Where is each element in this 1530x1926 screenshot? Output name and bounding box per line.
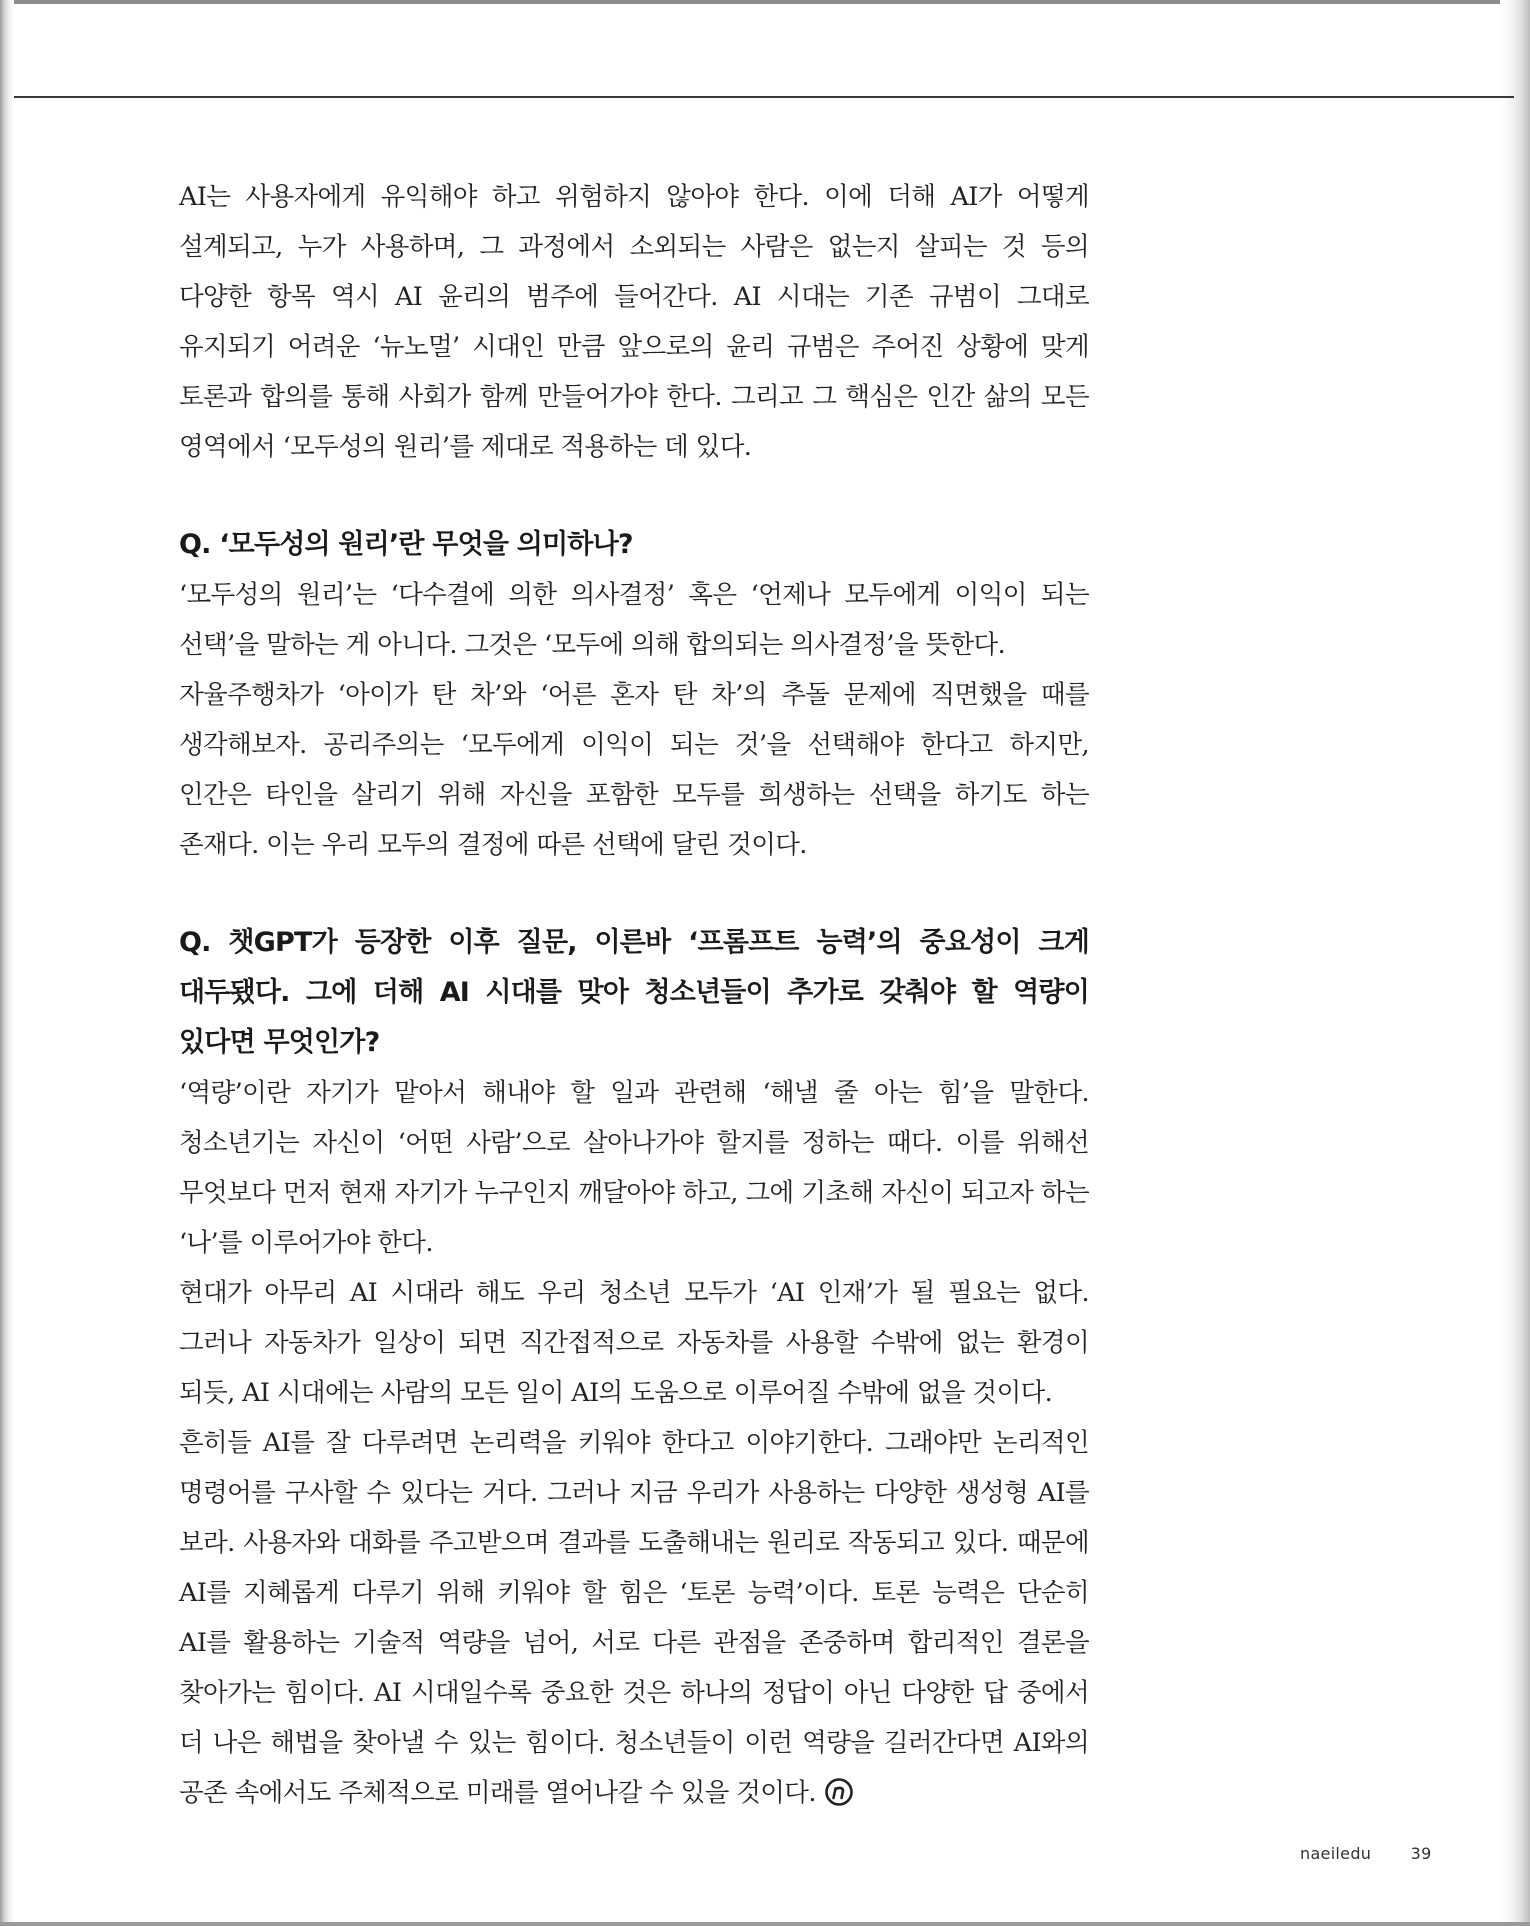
answer-paragraph: ‘모두성의 원리’는 ‘다수결에 의한 의사결정’ 혹은 ‘언제나 모두에게 이익이 되는 선택’을 말하는 게 아니다. 그것은 ‘모두에 의해 합의되는 의사결정’을 뜻한다. [179, 580, 1089, 660]
qa-section-1 [179, 520, 1089, 870]
answer-paragraph: 자율주행차가 ‘아이가 탄 차’와 ‘어른 혼자 탄 차’의 추돌 문제에 직면했을 때를 생각해보자. 공리주의는 ‘모두에게 이익이 되는 것’을 선택해야 한다고 하지만, 인간은 타인을 살리기 위해 자신을 포함한 모두를 희생하는 선택을 하기도 하는 존재다. 이는 우리 모두의 결정에 따른 선택에 달린 것이다. [179, 680, 1090, 860]
page-bottom-edge [0, 1922, 1530, 1926]
footer-brand: naeiledu [1300, 1844, 1372, 1863]
naeil-n-end-mark-icon [824, 1774, 854, 1804]
qa-section-2 [179, 918, 1089, 1818]
header-rule [14, 96, 1514, 98]
page-footer [1300, 1844, 1432, 1863]
page-top-edge [0, 0, 1530, 4]
question-heading: Q. 챗GPT가 등장한 이후 질문, 이른바 ‘프롬프트 능력’의 중요성이 크게 대두됐다. 그에 더해 AI 시대를 맞아 청소년들이 추가로 갖춰야 할 역량이 있다면 무엇인가? [179, 927, 1089, 1058]
answer-paragraph-final [179, 1418, 1089, 1818]
question-heading: Q. ‘모두성의 원리’란 무엇을 의미하나? [179, 529, 633, 560]
page-number: 39 [1410, 1844, 1432, 1863]
page-left-edge [0, 0, 14, 1926]
page-right-edge [1500, 0, 1530, 1926]
answer-paragraph: ‘역량’이란 자기가 맡아서 해내야 할 일과 관련해 ‘해낼 줄 아는 힘’을 말한다. 청소년기는 자신이 ‘어떤 사람’으로 살아나가야 할지를 정하는 때다. 이를 위해선 무엇보다 먼저 현재 자기가 누구인지 깨달아야 하고, 그에 기초해 자신이 되고자 하는 ‘나’를 이루어가야 한다. [179, 1078, 1089, 1258]
intro-paragraph: AI는 사용자에게 유익해야 하고 위험하지 않아야 한다. 이에 더해 AI가 어떻게 설계되고, 누가 사용하며, 그 과정에서 소외되는 사람은 없는지 살피는 것 등의 다양한 항목 역시 AI 윤리의 범주에 들어간다. AI 시대는 기존 규범이 그대로 유지되기 어려운 ‘뉴노멀’ 시대인 만큼 앞으로의 윤리 규범은 주어진 상황에 맞게 토론과 합의를 통해 사회가 함께 만들어가야 한다. 그리고 그 핵심은 인간 삶의 모든 영역에서 ‘모두성의 원리’를 제대로 적용하는 데 있다. [179, 182, 1089, 462]
answer-paragraph: 현대가 아무리 AI 시대라 해도 우리 청소년 모두가 ‘AI 인재’가 될 필요는 없다. 그러나 자동차가 일상이 되면 직간접적으로 자동차를 사용할 수밖에 없는 환경이 되듯, AI 시대에는 사람의 모든 일이 AI의 도움으로 이루어질 수밖에 없을 것이다. [179, 1278, 1089, 1408]
final-paragraph-text: 흔히들 AI를 잘 다루려면 논리력을 키워야 한다고 이야기한다. 그래야만 논리적인 명령어를 구사할 수 있다는 거다. 그러나 지금 우리가 사용하는 다양한 생성형 AI를 보라. 사용자와 대화를 주고받으며 결과를 도출해내는 원리로 작동되고 있다. 때문에 AI를 지혜롭게 다루기 위해 키워야 할 힘은 ‘토론 능력’이다. 토론 능력은 단순히 AI를 활용하는 기술적 역량을 넘어, 서로 다른 관점을 존중하며 합리적인 결론을 찾아가는 힘이다. AI 시대일수록 중요한 것은 하나의 정답이 아닌 다양한 답 중에서 더 나은 해법을 찾아낼 수 있는 힘이다. 청소년들이 이런 역량을 길러간다면 AI와의 공존 속에서도 주체적으로 미래를 열어나갈 수 있을 것이다. [179, 1428, 1089, 1808]
article-body [179, 172, 1089, 1818]
